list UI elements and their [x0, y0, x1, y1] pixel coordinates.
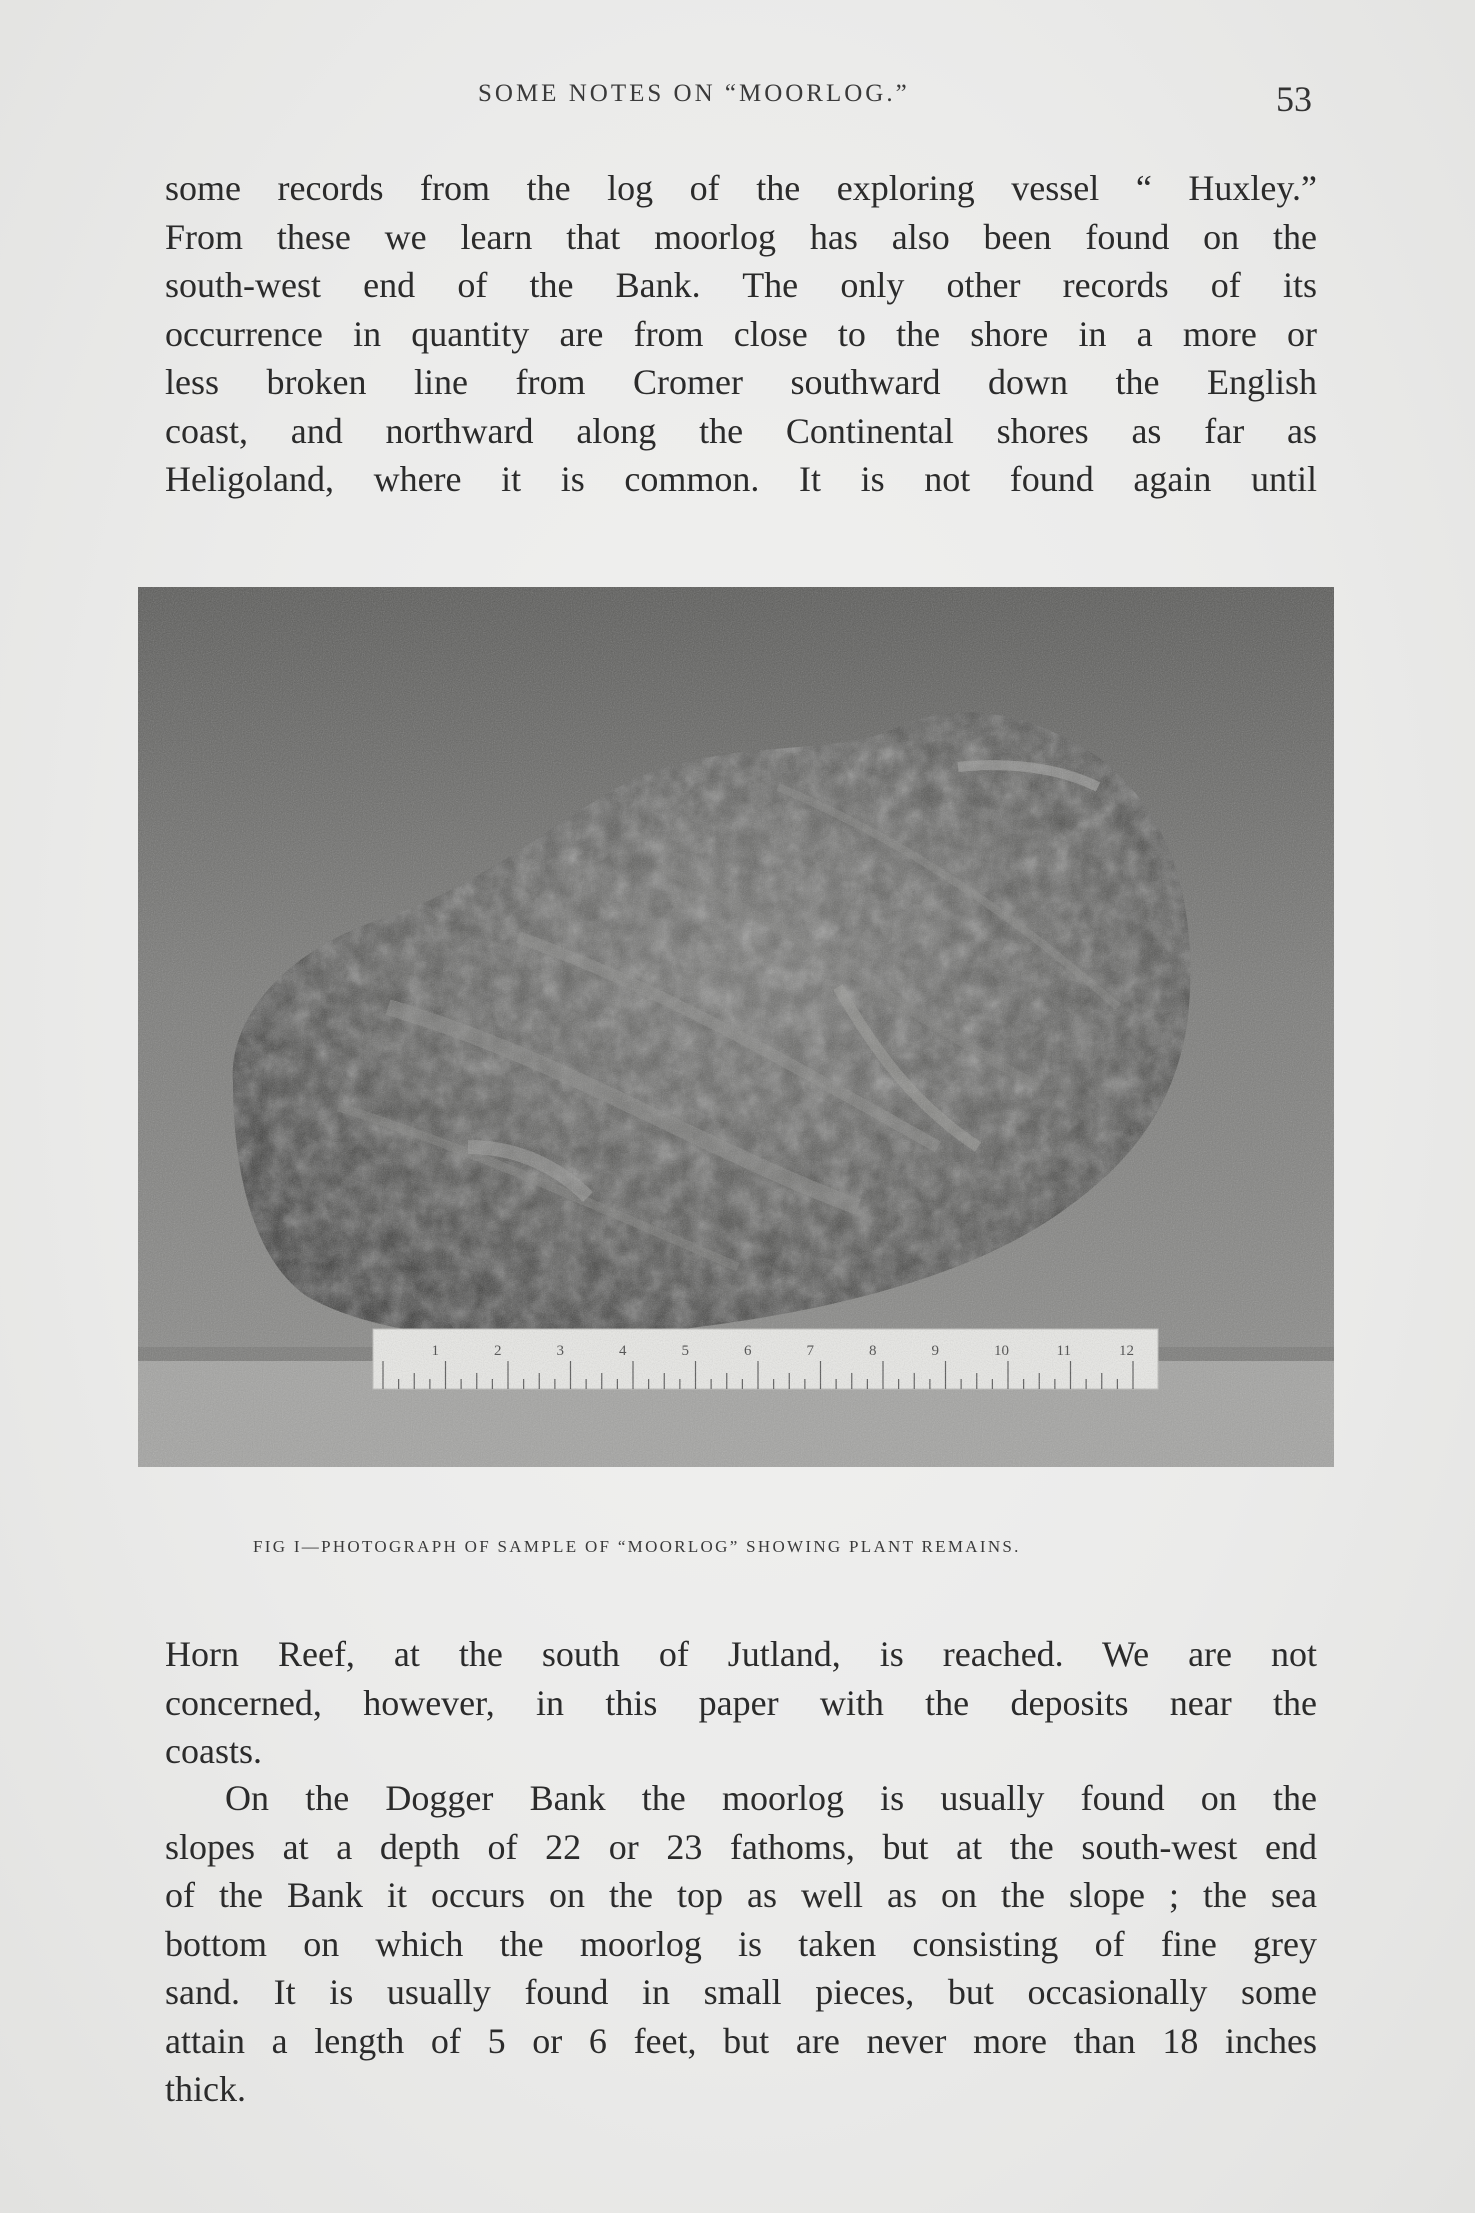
text-line: coast, and northward along the Continental shores as far as — [165, 410, 1317, 451]
running-head: SOME NOTES ON “MOORLOG.” — [478, 80, 910, 107]
text-line: attain a length of 5 or 6 feet, but are never more than 18 inches — [165, 2020, 1317, 2061]
text-line: thick. — [165, 2069, 246, 2109]
text-line: south-west end of the Bank. The only other records of its — [165, 265, 1317, 305]
moorlog-photograph — [138, 587, 1334, 1467]
text-line: of the Bank it occurs on the top as well as on the slope ; the sea — [165, 1875, 1317, 1915]
text-line: On the Dogger Bank the moorlog is usually found on the — [225, 1778, 1317, 1818]
photograph-illustration — [138, 587, 1334, 1467]
paragraph-2 — [165, 1630, 1317, 1776]
paragraph-1 — [165, 164, 1317, 504]
text-line: concerned, however, in this paper with the deposits near the — [165, 1682, 1317, 1723]
text-line: less broken line from Cromer southward down the English — [165, 362, 1317, 402]
text-line: bottom on which the moorlog is taken consisting of fine grey — [165, 1923, 1317, 1964]
text-line: occurrence in quantity are from close to the shore in a more or — [165, 313, 1317, 354]
paragraph-3 — [165, 1774, 1317, 2114]
text-line: slopes at a depth of 22 or 23 fathoms, but at the south-west end — [165, 1826, 1317, 1867]
text-line: sand. It is usually found in small pieces, but occasionally some — [165, 1972, 1317, 2012]
text-line: Horn Reef, at the south of Jutland, is reached. We are not — [165, 1634, 1317, 1674]
figure-caption: FIG I—PHOTOGRAPH OF SAMPLE OF “MOORLOG” SHOWING PLANT REMAINS. — [253, 1537, 1021, 1556]
text-line: From these we learn that moorlog has also been found on the — [165, 216, 1317, 257]
text-line: some records from the log of the exploring vessel “ Huxley.” — [165, 168, 1317, 208]
text-line: Heligoland, where it is common. It is not found again until — [165, 459, 1317, 499]
page-number: 53 — [1276, 79, 1312, 119]
text-line: coasts. — [165, 1731, 262, 1771]
